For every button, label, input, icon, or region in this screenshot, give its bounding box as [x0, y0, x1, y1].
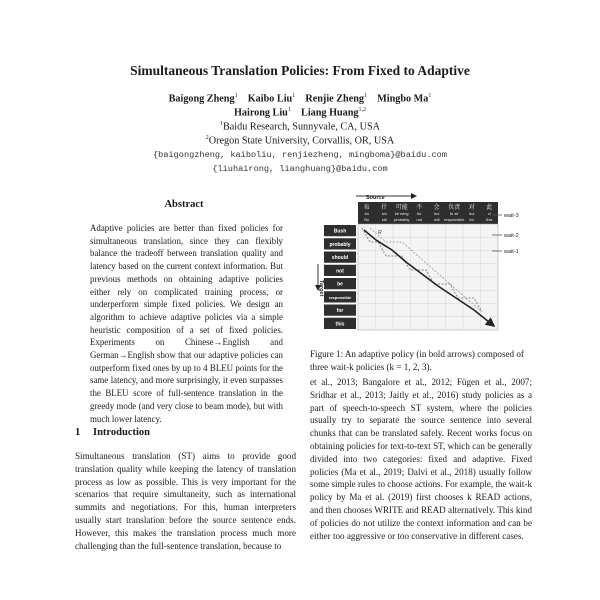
right-column-body	[310, 376, 532, 542]
figure-caption: Figure 1: An adaptive policy (in bold arrows) composed of three wait-k policies (k = 1, 2, 3).	[310, 349, 524, 372]
source-token-py: cǐ	[487, 212, 491, 216]
source-token-en: this	[486, 217, 493, 222]
source-token-en: shi	[381, 217, 387, 222]
author-row-2: Hairong Liu$^1$ Liang Huang$^{1,2}$	[233, 107, 367, 119]
target-token: responsible	[328, 294, 352, 300]
author-row-1: Baigong Zheng$^1$ Kaibo Liu$^1$ Renjie Zheng$^1$ Mingbo Ma$^1$	[168, 93, 432, 105]
source-token-py: kě néng	[394, 212, 409, 216]
source-token-zh: 负责	[448, 205, 461, 211]
source-token-en: probably	[394, 217, 410, 222]
legend-wait-1: wait-1	[504, 249, 519, 255]
legend-wait-2: wait-2	[504, 233, 519, 239]
source-token-py: bù	[364, 212, 369, 216]
affiliation-1: $^1$Baidu Research, Sunnyvale, CA, USA	[219, 121, 381, 133]
target-label: Target	[318, 280, 324, 297]
source-token-zh: 可能	[395, 205, 408, 211]
author-name: Liang Huang	[301, 107, 359, 119]
abstract-text: Adaptive policies are better than fixed policies for simultaneous translation, since they can flexibly balance the tradeoff between translation quality and latency based on the current context information. But previous methods on obtaining adaptive policies either rely on complicated training process, or underperform simple fixed policies. We design an algorithm to achieve adaptive policies via a simple heuristic composition of a set of fixed policies. Experiments on Chinese→English and German→English show that our adaptive policies can outperform fixed ones by up to 4 BLEU points for the same latency, and more surprisingly, it even surpasses the BLEU score of full-sentence translation in the greedy mode (and very close to beam mode), but with much lower latency.	[90, 223, 283, 424]
source-token-py: bù	[417, 212, 422, 216]
source-token-zh: 不	[416, 205, 423, 211]
source-token-py: shí	[381, 212, 387, 216]
target-token: probably	[329, 241, 351, 248]
abstract-body	[90, 222, 283, 425]
source-token-en: Bu	[364, 217, 370, 222]
target-token: this	[335, 321, 345, 328]
source-token-py: fù zé	[450, 212, 459, 216]
source-token-en: responsible	[444, 217, 465, 222]
figure-1	[306, 190, 536, 338]
introduction-body	[75, 450, 296, 552]
target-token: for	[336, 308, 344, 315]
section-title: Introduction	[93, 427, 150, 438]
source-token-en: not	[416, 217, 423, 222]
source-token-zh: 此	[486, 205, 493, 211]
author-name: Kaibo Liu	[247, 93, 293, 105]
source-token-zh: 会	[433, 205, 440, 211]
source-label: Source	[366, 195, 385, 201]
section-number: 1	[75, 427, 81, 438]
source-token-zh: 什	[381, 205, 388, 211]
legend-wait-3: wait-3	[504, 213, 519, 219]
author-name: Renjie Zheng	[305, 93, 364, 105]
source-header-band	[358, 202, 498, 224]
email-line-1: {baigongzheng, kaiboliu, renjiezheng, mingboma}@baidu.com	[153, 150, 447, 160]
target-token: be	[337, 281, 343, 288]
source-token-py: duì	[469, 212, 475, 216]
abstract-heading: Abstract	[164, 199, 204, 210]
target-token-rows	[324, 225, 356, 329]
target-token: Bush	[333, 228, 347, 235]
read-label: R	[378, 230, 382, 236]
author-name: Baigong Zheng	[168, 93, 235, 105]
target-token: not	[336, 268, 344, 275]
source-token-en: will	[433, 217, 440, 222]
source-token-en: for	[469, 217, 475, 222]
target-token: should	[331, 255, 349, 262]
right-column-text: et al., 2013; Bangalore et al., 2012; Fügen et al., 2007; Sridhar et al., 2013; Jaitly et al., 2016) study policies as a part of speech-to-speech ST system, where the policies usually try to separate the source sentence into several chunks that can be translated safely. Recent works focus on obtaining policies for text-to-text ST, which can be generally divided into two categories: fixed and adaptive. Fixed policies (Ma et al., 2019; Dalvi et al., 2018) usually follow some simple rules to choose actions. For example, the wait-k policy by Ma et al. (2019) first chooses k READ actions, and then chooses WRITE and READ alternatively. This kind of policies do not utilize the context information and can be either too aggressive or too conservative in different cases.	[310, 377, 532, 541]
source-token-py: huì	[434, 212, 440, 216]
section-heading-introduction	[75, 427, 150, 438]
email-line-2: {liuhairong, lianghuang}@baidu.com	[212, 164, 388, 174]
source-token-zh: 对	[468, 205, 475, 211]
affiliation-2: $^2$Oregon State University, Corvallis, OR, USA	[205, 135, 395, 147]
source-token-zh: 布	[363, 205, 370, 211]
author-name: Hairong Liu	[233, 107, 288, 119]
introduction-text: Simultaneous translation (ST) aims to provide good translation quality while keeping the latency of translation process as low as possible. This is very important for the scenarios that require simultaneity, such as international summits and negotiations. For this, human interpreters usually start translation before the source sentence ends. However, this makes the translation process much more challenging than the full-sentence translation, because to	[75, 451, 296, 551]
paper-title: Simultaneous Translation Policies: From Fixed to Adaptive	[130, 63, 470, 78]
author-name: Mingbo Ma	[377, 93, 429, 105]
